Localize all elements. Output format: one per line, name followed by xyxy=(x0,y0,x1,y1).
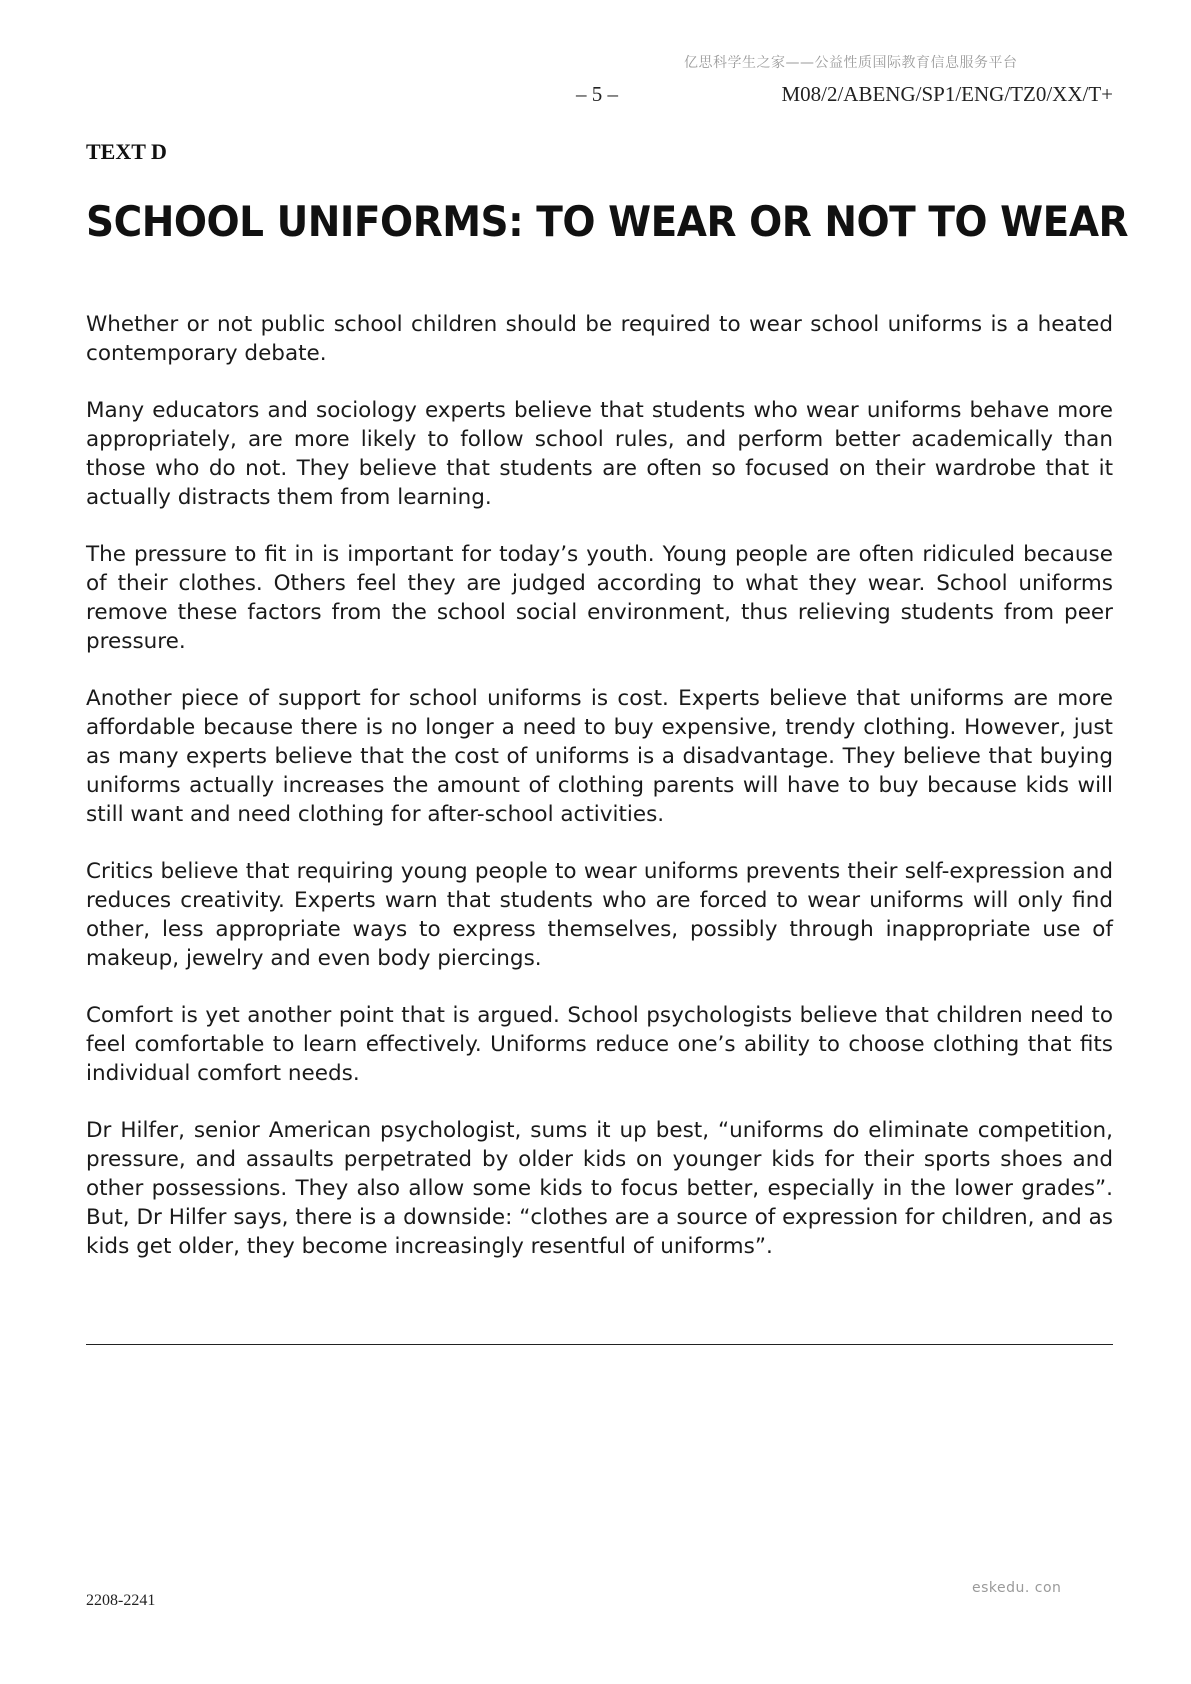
paragraph-2: Many educators and sociology experts believe that students who wear uniforms behave more appropriately, are more likely to follow school rules, and perform better academically than those who do not. They believe that students are often so focused on their wardrobe that it actually distracts them from learning. xyxy=(86,398,1113,510)
paragraph-1: Whether or not public school children should be required to wear school uniforms is a heated contemporary debate. xyxy=(86,312,1113,366)
paragraph-4: Another piece of support for school uniforms is cost. Experts believe that uniforms are more affordable because there is no longer a need to buy expensive, trendy clothing. However, just as many experts believe that the cost of uniforms is a disadvantage. They believe that buying uniforms actually increases the amount of clothing parents will have to buy because kids will still want and need clothing for after-school activities. xyxy=(86,686,1113,827)
paragraph-5: Critics believe that requiring young people to wear uniforms prevents their self-expression and reduces creativity. Experts warn that students who are forced to wear uniforms will only find other, less appropriate ways to express themselves, possibly through inappropriate use of makeup, jewelry and even body piercings. xyxy=(86,859,1113,971)
document-code: M08/2/ABENG/SP1/ENG/TZ0/XX/T+ xyxy=(781,82,1113,106)
end-rule xyxy=(86,1344,1113,1345)
article-title: SCHOOL UNIFORMS: TO WEAR OR NOT TO WEAR xyxy=(86,198,1129,247)
paragraph-7: Dr Hilfer, senior American psychologist, sums it up best, “uniforms do eliminate competition, pressure, and assaults perpetrated by older kids on younger kids for their sports shoes and other possessions. They also allow some kids to focus better, especially in the lower grades”. But, Dr Hilfer says, there is a downside: “clothes are a source of expression for children, and as kids get older, they become increasingly resentful of uniforms”. xyxy=(86,1118,1113,1259)
header-watermark: 亿思科学生之家——公益性质国际教育信息服务平台 xyxy=(684,55,1018,71)
page-number: – 5 – xyxy=(576,82,618,106)
section-label: TEXT D xyxy=(86,139,167,164)
footer-code: 2208-2241 xyxy=(86,1592,156,1609)
paragraph-6: Comfort is yet another point that is argued. School psychologists believe that children need to feel comfortable to learn effectively. Uniforms reduce one’s ability to choose clothing that fits individual comfort needs. xyxy=(86,1003,1113,1086)
article-body xyxy=(86,310,1113,1289)
footer-watermark: eskedu. con xyxy=(972,1580,1062,1596)
paragraph-3: The pressure to fit in is important for today’s youth. Young people are often ridiculed because of their clothes. Others feel they are judged according to what they wear. School uniforms remove these factors from the school social environment, thus relieving students from peer pressure. xyxy=(86,542,1113,654)
